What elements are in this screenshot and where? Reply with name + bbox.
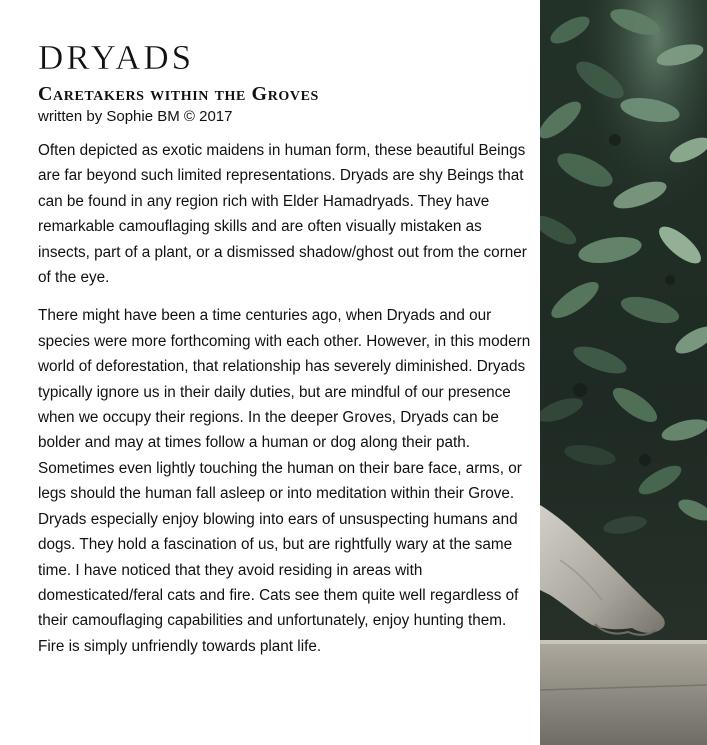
text-column — [38, 38, 534, 659]
author-byline: written by Sophie BM © 2017 — [38, 108, 233, 125]
document-title: DRYADS — [38, 38, 195, 77]
foliage-stone-hand-photo — [540, 0, 707, 745]
paragraph-1: Often depicted as exotic maidens in human form, these beautiful Beings are far beyond such limited representations. Dryads are shy Beings that can be found in any region rich with Elder Hamadryads. They have remarkable camouflaging skills and are often visually mistaken as insects, part of a plant, or a dismissed shadow/ghost out from the corner of the eye. — [38, 142, 527, 287]
paragraph-2: There might have been a time centuries ago, when Dryads and our species were more forthcoming with each other. However, in this modern world of deforestation, that relationship has severely diminished. Dryads typically ignore us in their daily duties, but are mindful of our presence when we occupy their regions. In the deeper Groves, Dryads can be bolder and may at times follow a human or dog along their path. Sometimes even lightly touching the human on their bare face, arms, or legs should the human fall asleep or into meditation within their Grove. Dryads especially enjoy blowing into ears of unsuspecting humans and dogs. They hold a fascination of us, but are rightfully wary at the same time. I have noticed that they avoid residing in areas with domesticated/feral cats and fire. Cats see them quite well regardless of their camouflaging capabilities and unfortunately, enjoy hunting them. Fire is simply unfriendly towards plant life. — [38, 307, 531, 655]
document-subtitle: Caretakers within the Groves — [38, 83, 319, 105]
